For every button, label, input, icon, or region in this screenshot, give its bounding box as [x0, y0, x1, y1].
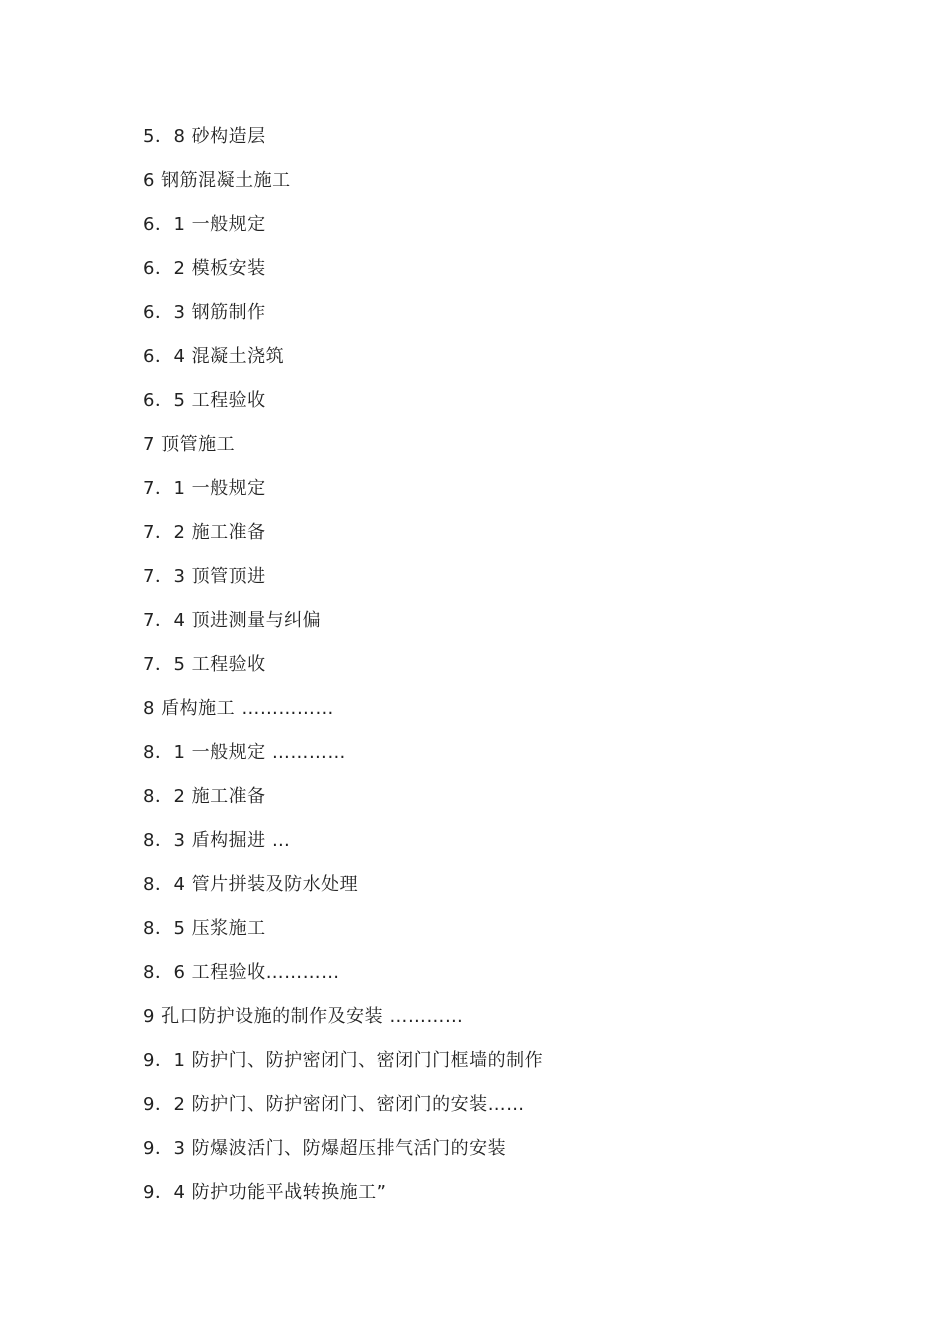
table-of-contents — [143, 122, 543, 1222]
toc-entry: 8．5 压浆施工 — [143, 918, 266, 939]
toc-entry: 7．4 顶进测量与纠偏 — [143, 610, 322, 631]
toc-entry: 6．3 钢筋制作 — [143, 302, 266, 323]
toc-entry: 6．1 一般规定 — [143, 214, 266, 235]
toc-entry: 8 盾构施工 …………… — [143, 698, 334, 719]
toc-entry: 8．1 一般规定 ………… — [143, 742, 346, 763]
toc-entry: 9．2 防护门、防护密闭门、密闭门的安装…… — [143, 1094, 525, 1115]
toc-entry: 8．4 管片拼装及防水处理 — [143, 874, 359, 895]
toc-entry: 7．1 一般规定 — [143, 478, 266, 499]
toc-entry: 9．4 防护功能平战转换施工” — [143, 1182, 387, 1203]
toc-entry: 9．3 防爆波活门、防爆超压排气活门的安装 — [143, 1138, 507, 1159]
toc-entry: 7．3 顶管顶进 — [143, 566, 266, 587]
toc-entry: 6．4 混凝土浇筑 — [143, 346, 285, 367]
toc-entry: 8．3 盾构掘进 … — [143, 830, 291, 851]
toc-entry: 6 钢筋混凝土施工 — [143, 170, 291, 191]
toc-entry: 8．6 工程验收………… — [143, 962, 340, 983]
toc-entry: 6．5 工程验收 — [143, 390, 266, 411]
toc-entry: 9 孔口防护设施的制作及安装 ………… — [143, 1006, 464, 1027]
toc-entry: 7．5 工程验收 — [143, 654, 266, 675]
toc-entry: 9．1 防护门、防护密闭门、密闭门门框墙的制作 — [143, 1050, 544, 1071]
toc-entry: 7．2 施工准备 — [143, 522, 266, 543]
toc-entry: 5．8 砂构造层 — [143, 126, 266, 147]
toc-entry: 6．2 模板安装 — [143, 258, 266, 279]
toc-entry: 7 顶管施工 — [143, 434, 236, 455]
toc-entry: 8．2 施工准备 — [143, 786, 266, 807]
